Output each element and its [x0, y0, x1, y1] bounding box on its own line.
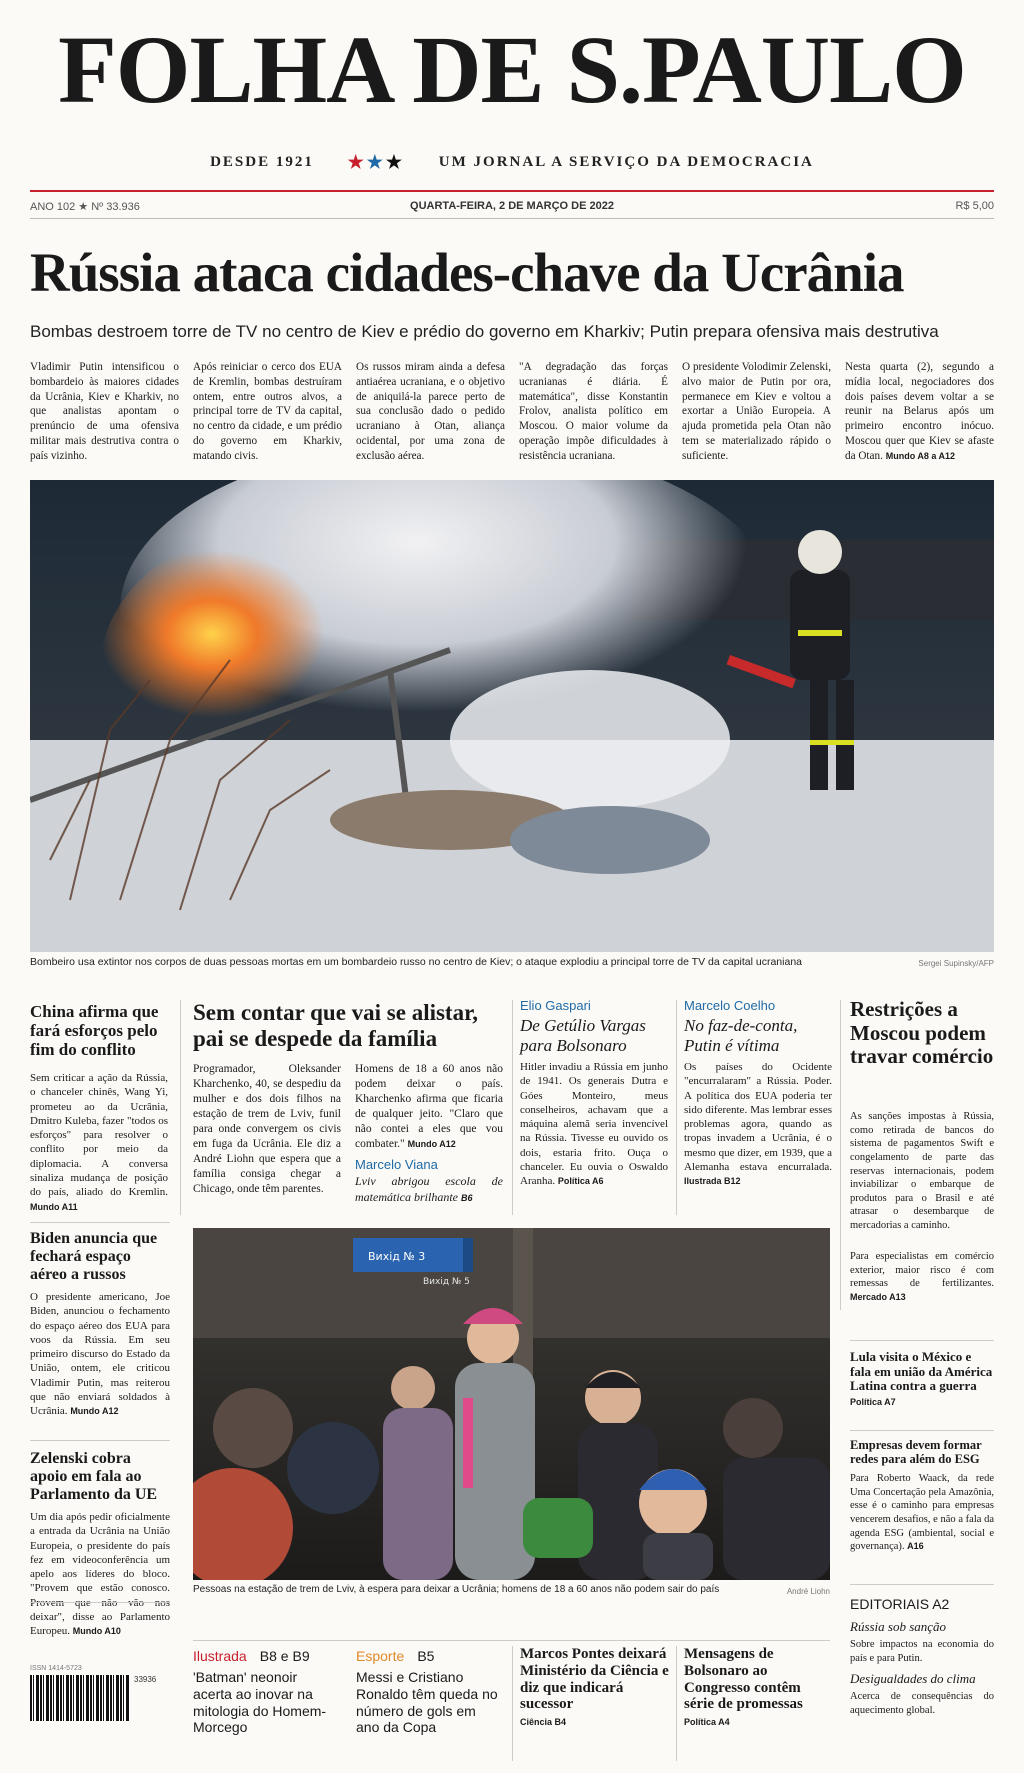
divider	[193, 1640, 830, 1641]
station-sign-2: Вихід № 5	[423, 1277, 470, 1287]
lead-column-4: "A degradação das forças ucranianas é diária. É matemática", disse Konstantin Frolov, analista político em Moscou. O maior volume da operação impõe dificuldades à resistência ucraniana.	[519, 361, 668, 462]
barcode-icon	[30, 1675, 130, 1721]
ilustrada-label: Ilustrada	[193, 1648, 247, 1664]
biden-ref[interactable]: Mundo A12	[70, 1406, 119, 1417]
esg-headline[interactable]: Empresas devem formar redes para além do ESG	[850, 1438, 982, 1466]
divider	[850, 1584, 994, 1585]
issn-label: ISSN 1414-5723	[30, 1665, 82, 1672]
restrictions-body-1: As sanções impostas à Rússia, como retirada de bancos do sistema de pagamentos Swift e congelamento de parte das reservas internacionais, podem inviabilizar o embarque de produtos para o Brasil e até atrasar o desembarque de mercadorias a caminho.	[850, 1111, 994, 1232]
ilustrada-teaser[interactable]	[193, 1646, 338, 1736]
divider	[30, 1440, 170, 1441]
motto-label: UM JORNAL A SERVIÇO DA DEMOCRACIA	[438, 153, 814, 170]
zelenski-body	[30, 1510, 170, 1639]
lula-headline[interactable]	[850, 1350, 994, 1408]
gaspari-body	[520, 1060, 668, 1189]
divider	[676, 1646, 677, 1761]
father-body-2-text: Homens de 18 a 60 anos não podem deixar o país. Kharchenko afirma que ficaria de qualquer jeito. "Claro que não contei a eles que vou combater."	[355, 1063, 503, 1150]
editorials-header[interactable]	[850, 1596, 949, 1612]
pontes-headline: Marcos Pontes deixará Ministério da Ciência e diz que indicará sucessor	[520, 1646, 669, 1713]
firefighter-photo-illustration	[30, 480, 994, 952]
lviv-station-photo	[193, 1228, 830, 1580]
pontes-teaser[interactable]	[520, 1646, 670, 1727]
viana-ref[interactable]: B6	[460, 1192, 473, 1203]
father-body-2	[355, 1062, 503, 1152]
editorials-label: EDITORIAIS	[850, 1596, 930, 1612]
divider	[676, 1000, 677, 1215]
father-headline[interactable]: Sem contar que vai se alistar, pai se despede da família	[193, 1000, 478, 1051]
lead-subhead: Bombas destroem torre de TV no centro de Kiev e prédio do governo em Kharkiv; Putin prepara ofensiva mais destrutiva	[30, 322, 939, 341]
zelenski-ref[interactable]: Mundo A10	[72, 1626, 121, 1637]
top-divider	[30, 190, 994, 192]
mensagens-headline: Mensagens de Bolsonaro ao Congresso contêm série de promessas	[684, 1646, 803, 1713]
china-body-text: Sem criticar a ação da Rússia, o chanceler chinês, Wang Yi, prometeu ao da Ucrânia, Dmitro Kuleba, fazer "todos os esforços" para resolver o conflito por meio da diplomacia. A conversa sinaliza mudança de posição do país, aliado do Kremlin.	[30, 1072, 168, 1199]
gaspari-title[interactable]: De Getúlio Vargas para Bolsonaro	[520, 1016, 646, 1055]
masthead-title: FOLHA DE S.PAULO	[58, 16, 966, 123]
lead-column-5: O presidente Volodimir Zelenski, alvo maior de Putin por ora, permanece em Kiev e voltou a exortar a União Europeia. A ajuda prometida pela Otan não tem se materializado rápido o suficiente.	[682, 361, 831, 462]
viana-name[interactable]: Marcelo Viana	[355, 1157, 438, 1172]
photo2-caption: Pessoas na estação de trem de Lviv, à espera para deixar a Ucrânia; homens de 18 a 60 anos não podem sair do país	[193, 1584, 720, 1595]
editorial-1-text: Sobre impactos na economia do país e para Putin.	[850, 1639, 994, 1664]
china-ref[interactable]: Mundo A11	[30, 1201, 78, 1212]
mensagens-teaser[interactable]	[684, 1646, 834, 1727]
editorial-1-title[interactable]: Rússia sob sanção	[850, 1619, 947, 1634]
china-headline[interactable]: China afirma que fará esforços pelo fim do conflito	[30, 1002, 159, 1060]
editorial-2-text: Acerca de consequências do aquecimento global.	[850, 1691, 994, 1716]
biden-body	[30, 1290, 170, 1419]
lead-ref[interactable]: Mundo A8 a A12	[885, 450, 956, 461]
station-sign-1: Вихід № 3	[368, 1250, 426, 1263]
biden-headline[interactable]: Biden anuncia que fechará espaço aéreo a russos	[30, 1230, 158, 1283]
gaspari-body-text: Hitler invadiu a Rússia em junho de 1941. Os generais Dutra e Góes Monteiro, meus conselheiros, achavam que a máquina alemã seria invencível na Rússia. Tivesse eu ouvido os dois, estaria frito. Ouça o chanceler. Eu ouvia o Oswaldo Aranha.	[520, 1061, 668, 1188]
lead-headline[interactable]: Rússia ataca cidades-chave da Ucrânia	[30, 242, 904, 303]
viana-teaser	[355, 1174, 503, 1205]
masthead-tagline	[0, 152, 1024, 173]
pontes-ref[interactable]: Ciência B4	[520, 1717, 567, 1728]
editorial-2-title[interactable]: Desigualdades do clima	[850, 1671, 976, 1686]
china-body	[30, 1071, 168, 1214]
esporte-text: Messi e Cristiano Ronaldo têm queda no número de gols em ano da Copa	[356, 1669, 498, 1736]
edition-info: ANO 102 ★ Nº 33.936	[30, 201, 140, 213]
restrictions-body-2	[850, 1250, 994, 1305]
since-label: DESDE 1921	[210, 153, 314, 170]
lead-column-3: Os russos miram ainda a defesa antiaérea ucraniana, e o objetivo de aniquilá-la parece perto de sua conclusão dado o pedido ucraniano à Otan, aliança ocidental, por uma zona de exclusão aérea.	[356, 361, 505, 462]
lead-column-2: Após reiniciar o cerco dos EUA de Kremlin, bombas destruíram ontem, entre outros alvos, a principal torre de TV da capital, no centro da cidade, e um prédio do governo em Kharkiv, matando civis.	[193, 361, 342, 462]
coelho-ref[interactable]: Ilustrada B12	[684, 1176, 741, 1187]
meta-divider	[30, 218, 994, 219]
divider	[512, 1646, 513, 1761]
editorials-page: A2	[932, 1596, 950, 1612]
viana-text: Lviv abrigou escola de matemática brilhante	[355, 1174, 503, 1204]
esporte-label: Esporte	[356, 1648, 405, 1664]
ilustrada-text: 'Batman' neonoir acerta ao inovar na mitologia do Homem-Morcego	[193, 1669, 327, 1736]
restrictions-headline[interactable]: Restrições a Moscou podem travar comércio	[850, 997, 994, 1069]
ilustrada-pages: B8 e B9	[259, 1648, 310, 1664]
zelenski-headline[interactable]: Zelenski cobra apoio em fala ao Parlamento da UE	[30, 1450, 158, 1503]
coelho-name[interactable]: Marcelo Coelho	[684, 998, 776, 1013]
esg-ref[interactable]: A16	[907, 1541, 924, 1552]
lviv-station-illustration	[193, 1228, 830, 1580]
zelenski-body-text: Um dia após pedir oficialmente a entrada da Ucrânia na União Europeia, o presidente do país fez em videoconferência um apelo aos líderes do bloco. "Provem que estão conosco. deixar", disse ao Parlamento Europeu.	[30, 1511, 170, 1638]
gaspari-ref[interactable]: Política A6	[557, 1176, 604, 1187]
barcode-number: 33936	[134, 1675, 157, 1684]
date-line: QUARTA-FEIRA, 2 DE MARÇO DE 2022	[410, 200, 614, 212]
divider	[180, 1000, 181, 1215]
lula-ref[interactable]: Política A7	[850, 1396, 896, 1407]
gaspari-name[interactable]: Elio Gaspari	[520, 998, 591, 1013]
esg-body	[850, 1472, 994, 1554]
lead-columns	[30, 360, 994, 463]
photo2-credit: André Liohn	[786, 1587, 830, 1596]
divider	[850, 1340, 994, 1341]
divider	[512, 1000, 513, 1215]
divider	[30, 1222, 170, 1223]
lead-column-6-text: Nesta quarta (2), segundo a mídia local, negociadores dos dois países devem voltar a se reunir na Belarus após um primeiro encontro inócuo. Moscou quer que Kiev se afaste da Otan.	[845, 361, 994, 462]
lula-headline-text: Lula visita o México e fala em união da América Latina contra a guerra	[850, 1349, 993, 1394]
divider	[850, 1430, 994, 1431]
photo1-credit: Sergei Supinsky/AFP	[918, 959, 994, 968]
lead-column-1: Vladimir Putin intensificou o bombardeio às maiores cidades da Ucrânia, Kiev e Kharkiv, no que analistas apontam o prenúncio de uma ofensiva militar mais destrutiva contra o país vizinho.	[30, 361, 179, 462]
coelho-body	[684, 1060, 832, 1189]
firefighter-photo	[30, 480, 994, 952]
mensagens-ref[interactable]: Política A4	[684, 1717, 730, 1728]
price: R$ 5,00	[955, 200, 994, 212]
coelho-title[interactable]: No faz-de-conta, Putin é vítima	[684, 1016, 798, 1055]
lead-column-6	[845, 360, 994, 463]
father-body-1: Programador, Oleksander Kharchenko, 40, se despediu da mulher e dos dois filhos na estação de trem de Lviv, funil para onde convergem os civis em fuga da Ucrânia. Ele diz a André Liohn que espera que a família consiga chegar a Chicago, onde têm parentes.	[193, 1063, 341, 1195]
biden-body-text: O presidente americano, Joe Biden, anunciou o fechamento do espaço aéreo dos EUA para voos da Rússia. Em seu primeiro discurso do Estado da União, ontem, ele criticou Vladimir Putin, mas reiterou que não enviará soldados à Ucrânia.	[30, 1291, 170, 1418]
esg-body-text: Para Roberto Waack, da rede Uma Concertação pela Amazônia, esse é o caminho para empresas vencerem desafios, e não a fala da agenda ESG (ambiental, social e governança).	[850, 1473, 994, 1553]
esporte-teaser[interactable]	[356, 1646, 501, 1736]
esporte-pages: B5	[417, 1648, 435, 1664]
restrictions-body-2-text: Para especialistas em comércio exterior, maior risco é com remessas de fertilizantes.	[850, 1251, 994, 1290]
divider	[840, 1000, 841, 1310]
restrictions-ref[interactable]: Mercado A13	[850, 1291, 906, 1302]
father-ref[interactable]: Mundo A12	[407, 1138, 456, 1149]
stars-icon: ★★★	[347, 152, 406, 172]
divider	[30, 1602, 170, 1603]
photo1-caption: Bombeiro usa extintor nos corpos de duas pessoas mortas em um bombardeio russo no centro de Kiev; o ataque explodiu a principal torre de TV da capital ucraniana	[30, 956, 802, 968]
coelho-body-text: Os países do Ocidente "encurralaram" a Rússia. Poder. A política dos EUA poderia ter sido diferente. Mas lembrar esses problemas agora, quando as tropas invadem a Ucrânia, é o mesmo que dizer, em 1939, que a Alemanha estava encurralada.	[684, 1061, 832, 1174]
